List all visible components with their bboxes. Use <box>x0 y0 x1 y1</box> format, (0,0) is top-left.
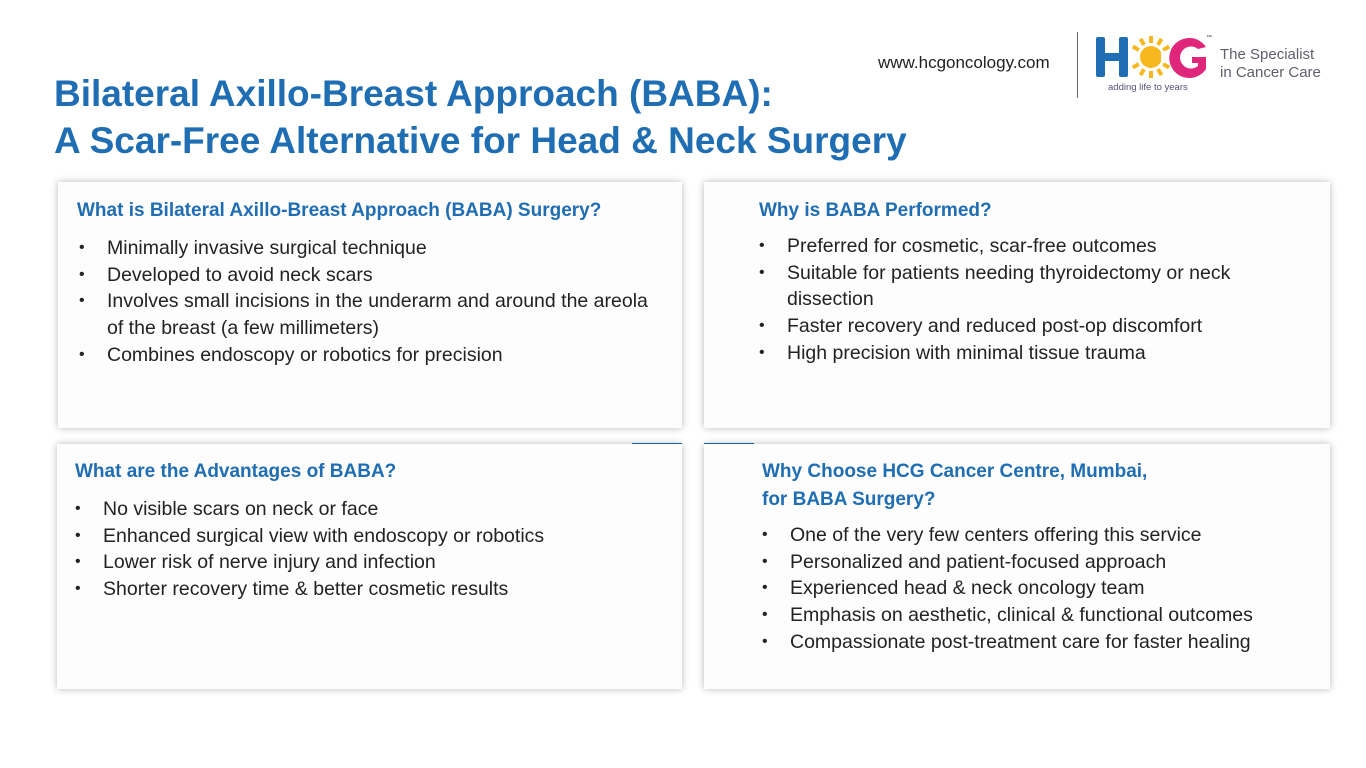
logo-tagline: adding life to years <box>1108 82 1188 93</box>
list-item: • High precision with minimal tissue trauma <box>757 340 1297 367</box>
trademark-symbol: ™ <box>1206 35 1212 41</box>
why-choose-hcg-card <box>704 444 1330 689</box>
list-item: • Combines endoscopy or robotics for precision <box>77 342 667 369</box>
brand-tagline-line-2: in Cancer Care <box>1220 64 1321 81</box>
list-item: • Enhanced surgical view with endoscopy or robotics <box>73 523 663 550</box>
page-title <box>54 70 907 164</box>
website-url[interactable]: www.hcgoncology.com <box>878 53 1050 72</box>
logo-letter-g <box>1169 38 1206 78</box>
title-line-2: A Scar-Free Alternative for Head & Neck Surgery <box>54 120 907 161</box>
list-item: • Emphasis on aesthetic, clinical & functional outcomes <box>760 602 1320 629</box>
list-item: • Suitable for patients needing thyroidectomy or neck dissection <box>757 260 1297 313</box>
title-line-1: Bilateral Axillo-Breast Approach (BABA): <box>54 73 773 114</box>
logo-letter-h-bar <box>1096 53 1128 61</box>
card-heading: Why is BABA Performed? <box>759 200 992 221</box>
bullet-list <box>73 496 663 603</box>
hcg-logo-mark <box>1094 33 1212 83</box>
list-item: • Developed to avoid neck scars <box>77 262 667 289</box>
bullet-list <box>77 235 667 369</box>
card-heading: What is Bilateral Axillo-Breast Approach (BABA) Surgery? <box>77 200 602 221</box>
list-item: • No visible scars on neck or face <box>73 496 663 523</box>
list-item: • Involves small incisions in the underarm and around the areola of the breast (a few millimeters) <box>77 288 667 341</box>
card-heading-line-1: Why Choose HCG Cancer Centre, Mumbai, <box>762 461 1148 482</box>
list-item: • One of the very few centers offering this service <box>760 522 1320 549</box>
advantages-card <box>57 444 682 689</box>
card-heading <box>762 458 1147 514</box>
list-item: • Personalized and patient-focused approach <box>760 549 1320 576</box>
hcg-logo <box>1094 33 1212 95</box>
list-item: • Compassionate post-treatment care for faster healing <box>760 629 1320 656</box>
brand-tagline-line-1: The Specialist <box>1220 46 1315 63</box>
logo-sun <box>1132 36 1175 78</box>
why-baba-performed-card <box>704 182 1330 428</box>
list-item: • Experienced head & neck oncology team <box>760 575 1320 602</box>
bullet-list <box>760 522 1320 656</box>
list-item: • Shorter recovery time & better cosmetic results <box>73 576 663 603</box>
bullet-list <box>757 233 1297 367</box>
list-item: • Preferred for cosmetic, scar-free outcomes <box>757 233 1297 260</box>
list-item: • Faster recovery and reduced post-op discomfort <box>757 313 1297 340</box>
list-item: • Lower risk of nerve injury and infection <box>73 549 663 576</box>
brand-tagline <box>1220 46 1321 82</box>
card-heading-line-2: for BABA Surgery? <box>762 489 936 510</box>
card-heading: What are the Advantages of BABA? <box>75 461 397 482</box>
what-is-baba-card <box>58 182 682 428</box>
list-item: • Minimally invasive surgical technique <box>77 235 667 262</box>
header-divider <box>1077 32 1078 98</box>
